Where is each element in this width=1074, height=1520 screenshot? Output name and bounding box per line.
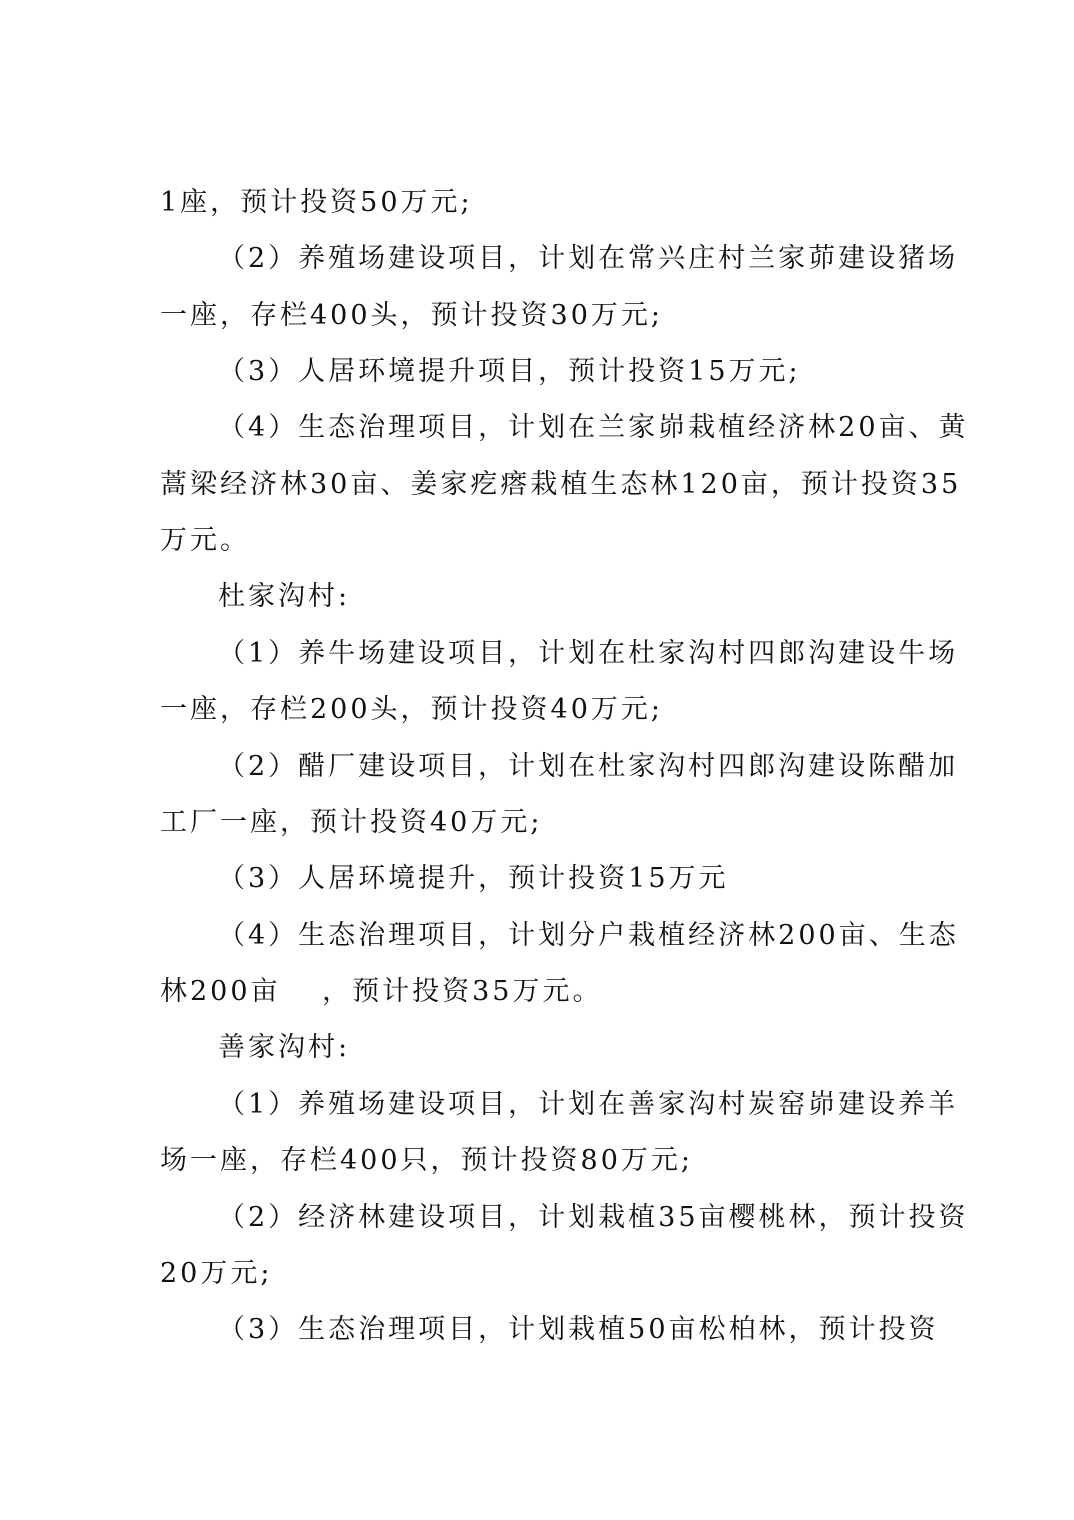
text-line: 1座，预计投资50万元; bbox=[160, 187, 473, 218]
text-line: 一座，存栏400头，预计投资30万元; bbox=[160, 300, 663, 331]
text-line: （1）养牛场建设项目，计划在杜家沟村四郎沟建设牛场 bbox=[218, 638, 959, 669]
text-line: 万元。 bbox=[160, 525, 250, 556]
text-line: （3）生态治理项目，计划栽植50亩松柏林，预计投资 bbox=[218, 1314, 939, 1345]
village-heading: 善家沟村: bbox=[218, 1032, 351, 1063]
text-line: 20万元; bbox=[160, 1258, 273, 1289]
text-line: 蒿梁经济林30亩、姜家疙瘩栽植生态林120亩，预计投资35 bbox=[160, 469, 962, 500]
text-line: （4）生态治理项目，计划在兰家峁栽植经济林20亩、黄 bbox=[218, 412, 969, 443]
text-line: （4）生态治理项目，计划分户栽植经济林200亩、生态 bbox=[218, 920, 959, 951]
village-heading: 杜家沟村: bbox=[218, 581, 351, 612]
text-line: （3）人居环境提升，预计投资15万元 bbox=[218, 863, 729, 894]
text-line: 林200亩 ，预计投资35万元。 bbox=[160, 976, 603, 1007]
text-line: 一座，存栏200头，预计投资40万元; bbox=[160, 694, 663, 725]
text-line: 工厂一座，预计投资40万元; bbox=[160, 807, 543, 838]
text-line: （2）醋厂建设项目，计划在杜家沟村四郎沟建设陈醋加 bbox=[218, 751, 959, 782]
text-line: 场一座，存栏400只，预计投资80万元; bbox=[160, 1145, 693, 1176]
text-line: （3）人居环境提升项目，预计投资15万元; bbox=[218, 356, 801, 387]
text-line: （1）养殖场建设项目，计划在善家沟村炭窑峁建设养羊 bbox=[218, 1089, 959, 1120]
text-line: （2）养殖场建设项目，计划在常兴庄村兰家茆建设猪场 bbox=[218, 243, 959, 274]
text-line: （2）经济林建设项目，计划栽植35亩樱桃林，预计投资 bbox=[218, 1202, 969, 1233]
